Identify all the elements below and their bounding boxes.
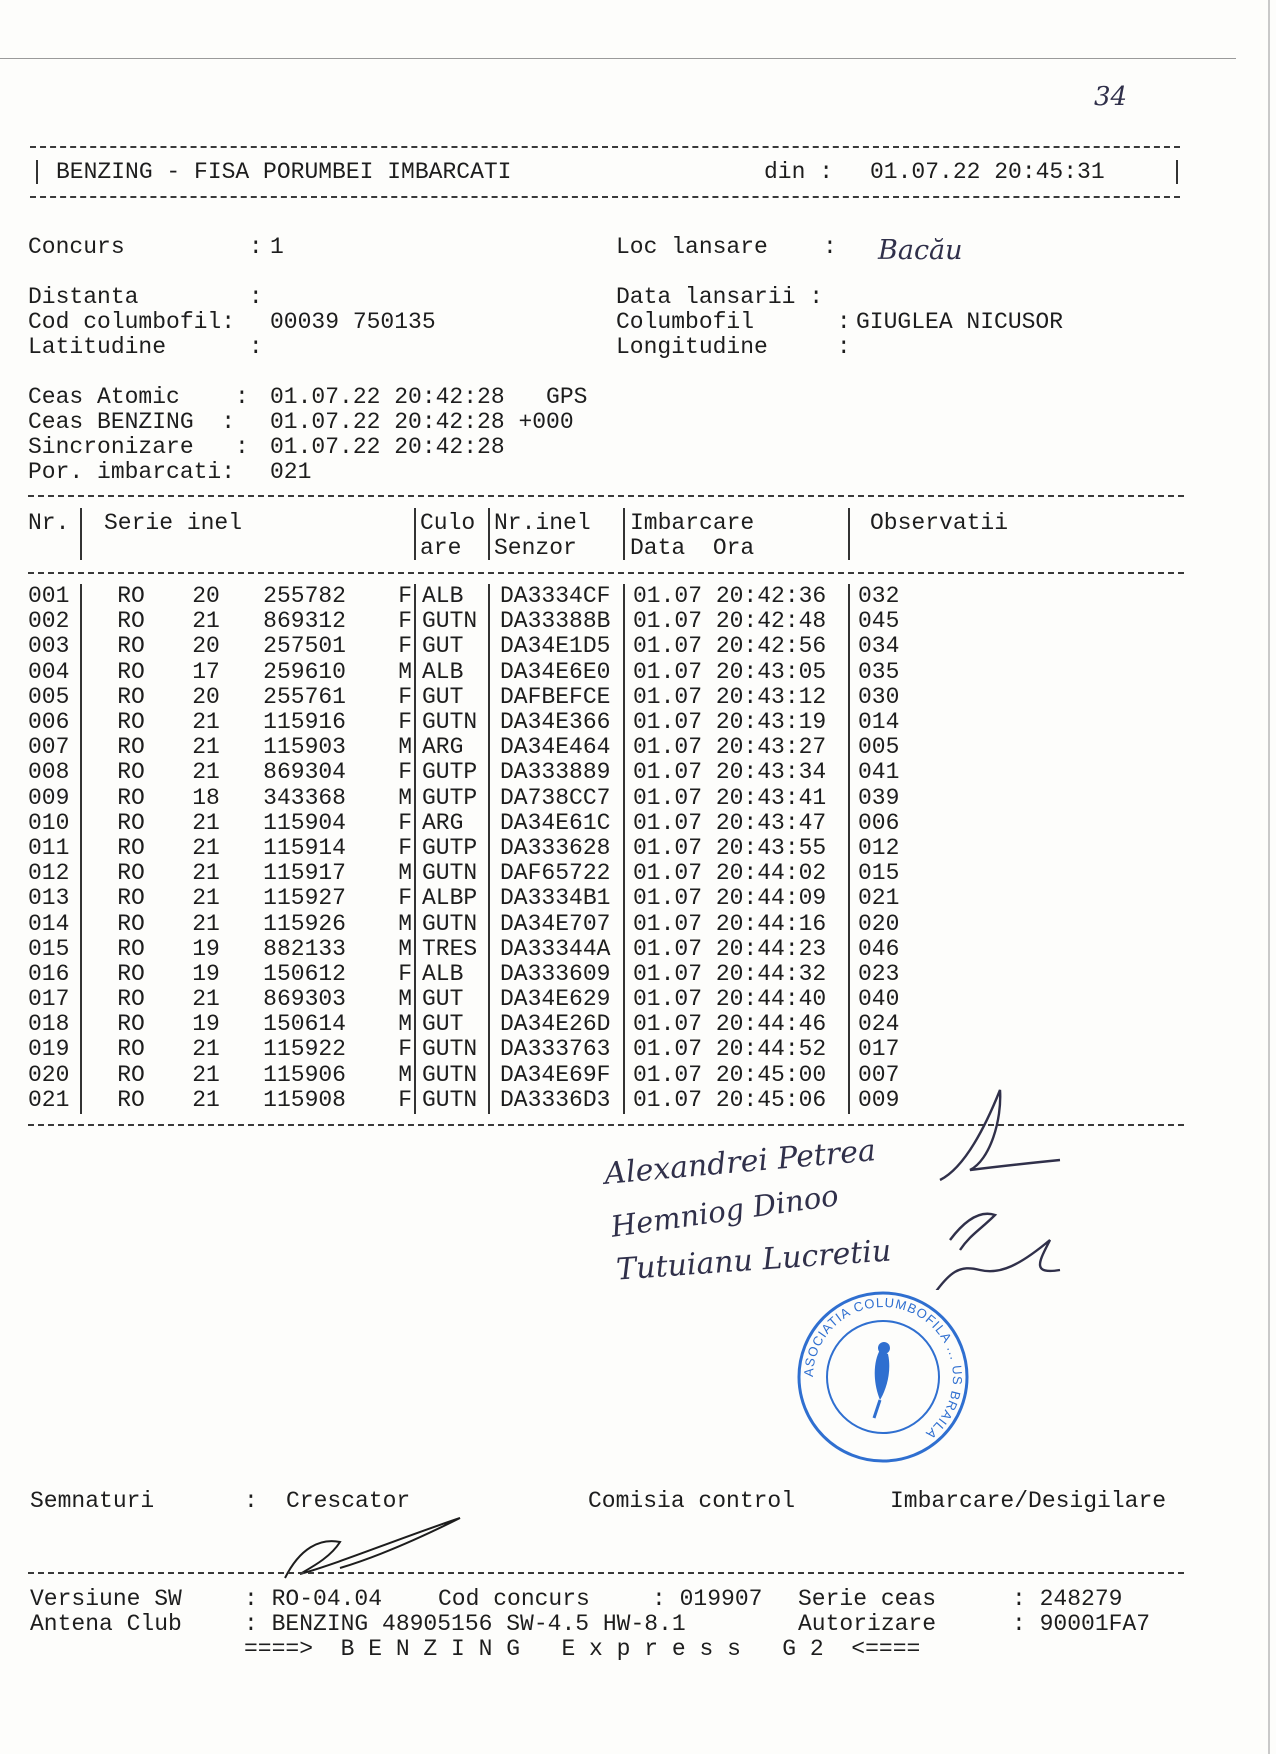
row-datetime: 01.07 20:43:05 — [633, 658, 827, 685]
embarked-pigeons-table — [28, 584, 938, 1113]
row-year: 20 — [192, 583, 220, 610]
versiune-value: : RO-04.04 — [244, 1586, 383, 1612]
row-datetime: 01.07 20:43:41 — [633, 784, 827, 811]
semnaturi-label: Semnaturi — [30, 1488, 155, 1514]
row-datetime: 01.07 20:44:46 — [633, 1011, 827, 1038]
row-country: RO — [117, 608, 145, 635]
row-country: RO — [117, 885, 145, 912]
por-imbarcati-label: Por. imbarcati: — [28, 459, 236, 485]
row-ring: 257501 — [263, 633, 346, 660]
row-observation: 012 — [858, 834, 900, 861]
row-sensor: DA333889 — [500, 759, 611, 786]
row-ring: 115914 — [263, 834, 346, 861]
row-nr: 013 — [28, 885, 70, 912]
page-mark: 34 — [1094, 82, 1128, 112]
row-year: 21 — [192, 809, 220, 836]
row-year: 21 — [192, 759, 220, 786]
row-sensor: DA3334B1 — [500, 885, 611, 912]
row-year: 21 — [192, 1036, 220, 1063]
row-datetime: 01.07 20:43:12 — [633, 683, 827, 710]
row-datetime: 01.07 20:44:40 — [633, 986, 827, 1013]
cod-columbofil-label: Cod columbofil: — [28, 309, 236, 335]
table-divider-4 — [623, 508, 625, 560]
row-country: RO — [117, 860, 145, 887]
row-color: ALB — [422, 583, 464, 610]
row-country: RO — [117, 658, 145, 685]
row-datetime: 01.07 20:45:00 — [633, 1061, 827, 1088]
row-nr: 015 — [28, 935, 70, 962]
row-datetime: 01.07 20:43:34 — [633, 759, 827, 786]
header-top-border — [30, 146, 1180, 148]
row-observation: 040 — [858, 986, 900, 1013]
row-sensor: DA34E6E0 — [500, 658, 611, 685]
row-country: RO — [117, 784, 145, 811]
row-year: 21 — [192, 885, 220, 912]
header-right-border — [1176, 160, 1178, 184]
col-header-nr: Nr. — [28, 510, 70, 536]
row-country: RO — [117, 1061, 145, 1088]
table-row — [28, 786, 938, 811]
top-scan-line — [0, 58, 1236, 59]
row-ring: 255782 — [263, 583, 346, 610]
right-scan-edge — [1268, 0, 1270, 1754]
table-divider-5 — [848, 508, 850, 560]
row-datetime: 01.07 20:44:32 — [633, 960, 827, 987]
row-sex: M — [398, 910, 412, 937]
row-sensor: DA34E707 — [500, 910, 611, 937]
handwritten-name-1: Alexandrei Petrea — [602, 1133, 878, 1192]
table-divider-2 — [414, 508, 416, 560]
row-ring: 115922 — [263, 1036, 346, 1063]
table-row — [28, 660, 938, 685]
sincronizare-value: 01.07.22 20:42:28 — [270, 434, 505, 460]
header-din-label: din : — [764, 159, 834, 185]
row-ring: 869312 — [263, 608, 346, 635]
row-sex: M — [398, 784, 412, 811]
row-country: RO — [117, 960, 145, 987]
row-ring: 882133 — [263, 935, 346, 962]
ceas-benzing-value: 01.07.22 20:42:28 +000 — [270, 409, 574, 435]
loc-lansare-label: Loc lansare : — [616, 234, 837, 260]
row-sensor: DA34E366 — [500, 709, 611, 736]
row-year: 18 — [192, 784, 220, 811]
table-divider-3 — [488, 508, 490, 560]
benzing-express-banner: ====> B E N Z I N G E x p r e s s G 2 <==== — [244, 1636, 921, 1662]
row-nr: 011 — [28, 834, 70, 861]
stamp-text: ASOCIATIA COLUMBOFILA ... US BRAILA — [800, 1294, 966, 1443]
autorizare-value: : 90001FA7 — [1012, 1611, 1151, 1637]
body-divider-5 — [848, 584, 850, 1114]
table-row — [28, 1037, 938, 1062]
row-ring: 869304 — [263, 759, 346, 786]
row-sensor: DA333609 — [500, 960, 611, 987]
row-datetime: 01.07 20:43:55 — [633, 834, 827, 861]
row-observation: 035 — [858, 658, 900, 685]
row-color: GUTN — [422, 860, 478, 887]
row-country: RO — [117, 734, 145, 761]
row-color: GUTP — [422, 834, 478, 861]
row-year: 19 — [192, 960, 220, 987]
row-color: GUTN — [422, 608, 478, 635]
row-sensor: DA34E629 — [500, 986, 611, 1013]
row-ring: 115927 — [263, 885, 346, 912]
cod-concurs-label: Cod concurs — [438, 1586, 590, 1612]
row-datetime: 01.07 20:43:27 — [633, 734, 827, 761]
table-row — [28, 911, 938, 936]
row-sensor: DA34E26D — [500, 1011, 611, 1038]
row-sex: F — [398, 683, 412, 710]
row-color: GUT — [422, 633, 464, 660]
row-color: GUTP — [422, 759, 478, 786]
table-divider-1 — [80, 508, 82, 560]
row-observation: 014 — [858, 709, 900, 736]
cod-concurs-value: : 019907 — [652, 1586, 763, 1612]
row-nr: 002 — [28, 608, 70, 635]
table-row — [28, 584, 938, 609]
row-country: RO — [117, 583, 145, 610]
row-sex: F — [398, 608, 412, 635]
commission-signatures — [920, 1070, 1120, 1290]
row-country: RO — [117, 1086, 145, 1113]
row-year: 21 — [192, 709, 220, 736]
imbarcare-desigilare-label: Imbarcare/Desigilare — [890, 1488, 1167, 1514]
footer-top-border — [28, 1572, 1184, 1574]
handwritten-name-2: Hemniog Dinoo — [608, 1178, 841, 1244]
row-year: 19 — [192, 1011, 220, 1038]
row-nr: 008 — [28, 759, 70, 786]
row-sensor: DA34E61C — [500, 809, 611, 836]
row-nr: 017 — [28, 986, 70, 1013]
table-row — [28, 1012, 938, 1037]
table-row — [28, 861, 938, 886]
row-datetime: 01.07 20:44:16 — [633, 910, 827, 937]
columbofil-label: Columbofil : — [616, 309, 851, 335]
row-nr: 021 — [28, 1086, 70, 1113]
row-sex: F — [398, 633, 412, 660]
row-observation: 032 — [858, 583, 900, 610]
col-header-serie: Serie inel — [104, 510, 243, 536]
table-row — [28, 1063, 938, 1088]
row-observation: 020 — [858, 910, 900, 937]
row-color: ARG — [422, 809, 464, 836]
latitudine-label: Latitudine : — [28, 334, 263, 360]
semnaturi-colon: : — [244, 1488, 258, 1514]
row-observation: 021 — [858, 885, 900, 912]
row-country: RO — [117, 633, 145, 660]
row-country: RO — [117, 809, 145, 836]
row-observation: 046 — [858, 935, 900, 962]
row-sensor: DA34E69F — [500, 1061, 611, 1088]
antena-label: Antena Club — [30, 1611, 182, 1637]
row-sex: M — [398, 860, 412, 887]
body-divider-3 — [488, 584, 490, 1114]
row-sensor: DA3336D3 — [500, 1086, 611, 1113]
header-bottom-border — [30, 196, 1180, 198]
table-row — [28, 710, 938, 735]
row-sex: F — [398, 759, 412, 786]
row-country: RO — [117, 986, 145, 1013]
row-ring: 115903 — [263, 734, 346, 761]
serie-ceas-value: : 248279 — [1012, 1586, 1123, 1612]
col-header-data-ora: Data Ora — [630, 535, 755, 561]
row-nr: 012 — [28, 860, 70, 887]
row-color: GUTP — [422, 784, 478, 811]
table-row — [28, 886, 938, 911]
row-nr: 018 — [28, 1011, 70, 1038]
ceas-atomic-label: Ceas Atomic : — [28, 384, 249, 410]
antena-value: : BENZING 48905156 SW-4.5 HW-8.1 — [244, 1611, 686, 1637]
handwritten-name-3: Tutuianu Lucretiu — [615, 1233, 893, 1288]
concurs-value: 1 — [270, 234, 284, 260]
concurs-label: Concurs : — [28, 234, 263, 260]
row-nr: 009 — [28, 784, 70, 811]
row-observation: 041 — [858, 759, 900, 786]
col-header-culo: Culo — [420, 510, 476, 536]
row-year: 17 — [192, 658, 220, 685]
row-year: 21 — [192, 910, 220, 937]
table-row — [28, 760, 938, 785]
row-nr: 020 — [28, 1061, 70, 1088]
row-observation: 005 — [858, 734, 900, 761]
row-datetime: 01.07 20:45:06 — [633, 1086, 827, 1113]
row-observation: 023 — [858, 960, 900, 987]
row-datetime: 01.07 20:44:09 — [633, 885, 827, 912]
row-sensor: DAFBEFCE — [500, 683, 611, 710]
col-header-observatii: Observatii — [870, 510, 1009, 536]
autorizare-label: Autorizare — [798, 1611, 937, 1637]
row-sensor: DA34E1D5 — [500, 633, 611, 660]
col-header-are: are — [420, 535, 462, 561]
row-sex: M — [398, 1061, 412, 1088]
row-ring: 150614 — [263, 1011, 346, 1038]
table-row — [28, 937, 938, 962]
table-header-bottom-border — [28, 572, 1184, 574]
row-sex: F — [398, 885, 412, 912]
cod-columbofil-value: 00039 750135 — [270, 309, 436, 335]
row-country: RO — [117, 834, 145, 861]
table-row — [28, 609, 938, 634]
body-divider-1 — [80, 584, 82, 1114]
row-year: 20 — [192, 633, 220, 660]
row-ring: 115906 — [263, 1061, 346, 1088]
row-sensor: DA33344A — [500, 935, 611, 962]
table-row — [28, 1088, 938, 1113]
columbofil-value: GIUGLEA NICUSOR — [856, 309, 1064, 335]
row-color: GUTN — [422, 709, 478, 736]
row-color: TRES — [422, 935, 478, 962]
row-datetime: 01.07 20:43:19 — [633, 709, 827, 736]
row-nr: 019 — [28, 1036, 70, 1063]
row-country: RO — [117, 935, 145, 962]
row-sex: F — [398, 1086, 412, 1113]
row-nr: 004 — [28, 658, 70, 685]
row-sex: F — [398, 709, 412, 736]
row-sex: F — [398, 960, 412, 987]
header-left-border — [36, 160, 38, 184]
row-datetime: 01.07 20:42:48 — [633, 608, 827, 635]
row-year: 21 — [192, 860, 220, 887]
row-sensor: DA33388B — [500, 608, 611, 635]
row-observation: 009 — [858, 1086, 900, 1113]
row-country: RO — [117, 709, 145, 736]
row-sex: M — [398, 1011, 412, 1038]
data-lansarii-label: Data lansarii : — [616, 284, 824, 310]
row-sex: F — [398, 1036, 412, 1063]
row-sex: F — [398, 583, 412, 610]
row-color: ALB — [422, 960, 464, 987]
row-country: RO — [117, 910, 145, 937]
row-sensor: DA3334CF — [500, 583, 611, 610]
crescator-label: Crescator — [286, 1488, 411, 1514]
sincronizare-label: Sincronizare : — [28, 434, 249, 460]
row-sensor: DA333763 — [500, 1036, 611, 1063]
row-datetime: 01.07 20:44:52 — [633, 1036, 827, 1063]
table-header-top-border — [28, 495, 1184, 497]
row-color: GUT — [422, 683, 464, 710]
row-observation: 024 — [858, 1011, 900, 1038]
row-color: GUTN — [422, 1061, 478, 1088]
row-nr: 006 — [28, 709, 70, 736]
row-datetime: 01.07 20:42:36 — [633, 583, 827, 610]
row-year: 19 — [192, 935, 220, 962]
table-row — [28, 836, 938, 861]
table-row — [28, 811, 938, 836]
row-nr: 016 — [28, 960, 70, 987]
row-sex: M — [398, 935, 412, 962]
row-color: ALB — [422, 658, 464, 685]
row-ring: 115904 — [263, 809, 346, 836]
row-year: 21 — [192, 1086, 220, 1113]
row-sex: M — [398, 986, 412, 1013]
ceas-atomic-value: 01.07.22 20:42:28 GPS — [270, 384, 588, 410]
table-body — [28, 584, 938, 1113]
row-sex: F — [398, 834, 412, 861]
row-color: GUT — [422, 986, 464, 1013]
row-datetime: 01.07 20:44:02 — [633, 860, 827, 887]
row-sex: M — [398, 658, 412, 685]
row-observation: 007 — [858, 1061, 900, 1088]
row-color: GUTN — [422, 1036, 478, 1063]
row-color: ALBP — [422, 885, 478, 912]
row-nr: 014 — [28, 910, 70, 937]
row-observation: 034 — [858, 633, 900, 660]
row-datetime: 01.07 20:43:47 — [633, 809, 827, 836]
longitudine-label: Longitudine : — [616, 334, 851, 360]
row-country: RO — [117, 1036, 145, 1063]
row-year: 21 — [192, 986, 220, 1013]
row-ring: 115917 — [263, 860, 346, 887]
row-color: GUTN — [422, 1086, 478, 1113]
row-observation: 006 — [858, 809, 900, 836]
row-ring: 259610 — [263, 658, 346, 685]
body-divider-2 — [414, 584, 416, 1114]
row-year: 21 — [192, 608, 220, 635]
table-row — [28, 685, 938, 710]
body-divider-4 — [623, 584, 625, 1114]
table-row — [28, 735, 938, 760]
row-ring: 115926 — [263, 910, 346, 937]
club-stamp — [796, 1290, 970, 1464]
distanta-label: Distanta : — [28, 284, 263, 310]
row-observation: 017 — [858, 1036, 900, 1063]
row-nr: 003 — [28, 633, 70, 660]
row-observation: 030 — [858, 683, 900, 710]
row-nr: 007 — [28, 734, 70, 761]
serie-ceas-label: Serie ceas — [798, 1586, 937, 1612]
versiune-label: Versiune SW — [30, 1586, 182, 1612]
row-nr: 010 — [28, 809, 70, 836]
row-country: RO — [117, 759, 145, 786]
col-header-senzor: Senzor — [494, 535, 577, 561]
por-imbarcati-value: 021 — [270, 459, 312, 485]
comisia-label: Comisia control — [588, 1488, 796, 1514]
row-color: GUT — [422, 1011, 464, 1038]
table-row — [28, 987, 938, 1012]
row-sex: M — [398, 734, 412, 761]
row-year: 20 — [192, 683, 220, 710]
table-row — [28, 634, 938, 659]
row-sensor: DA333628 — [500, 834, 611, 861]
row-observation: 039 — [858, 784, 900, 811]
row-sensor: DA738CC7 — [500, 784, 611, 811]
row-ring: 343368 — [263, 784, 346, 811]
row-ring: 869303 — [263, 986, 346, 1013]
col-header-imbarcare: Imbarcare — [630, 510, 755, 536]
row-sensor: DA34E464 — [500, 734, 611, 761]
row-sensor: DAF65722 — [500, 860, 611, 887]
row-datetime: 01.07 20:44:23 — [633, 935, 827, 962]
row-nr: 005 — [28, 683, 70, 710]
row-country: RO — [117, 683, 145, 710]
row-country: RO — [117, 1011, 145, 1038]
loc-lansare-handwritten: Bacău — [878, 235, 963, 266]
col-header-nrinel: Nr.inel — [494, 510, 591, 536]
row-year: 21 — [192, 834, 220, 861]
row-observation: 045 — [858, 608, 900, 635]
table-row — [28, 962, 938, 987]
row-year: 21 — [192, 1061, 220, 1088]
row-datetime: 01.07 20:42:56 — [633, 633, 827, 660]
row-sex: F — [398, 809, 412, 836]
row-color: ARG — [422, 734, 464, 761]
row-ring: 115916 — [263, 709, 346, 736]
ceas-benzing-label: Ceas BENZING : — [28, 409, 236, 435]
row-observation: 015 — [858, 860, 900, 887]
row-year: 21 — [192, 734, 220, 761]
row-color: GUTN — [422, 910, 478, 937]
row-ring: 150612 — [263, 960, 346, 987]
header-title: BENZING - FISA PORUMBEI IMBARCATI — [56, 159, 512, 185]
row-nr: 001 — [28, 583, 70, 610]
header-datetime: 01.07.22 20:45:31 — [870, 159, 1105, 185]
row-ring: 255761 — [263, 683, 346, 710]
row-ring: 115908 — [263, 1086, 346, 1113]
